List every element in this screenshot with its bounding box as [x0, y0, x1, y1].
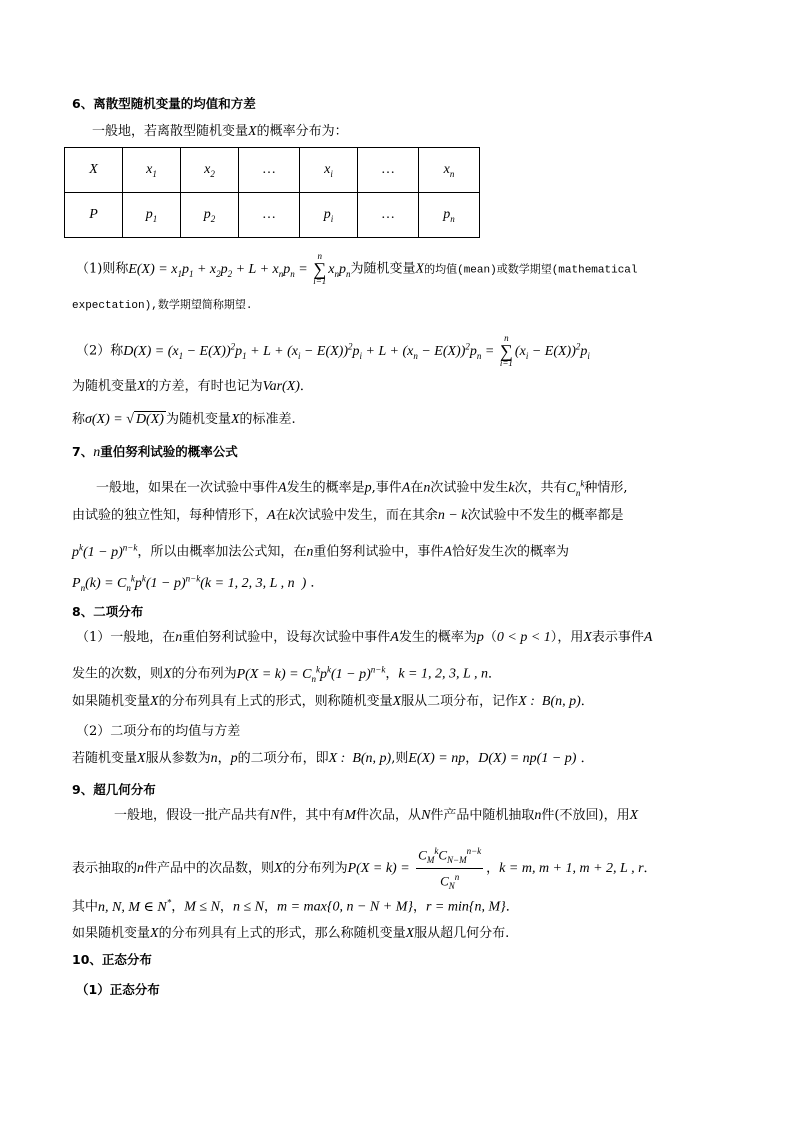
expectation-definition-cont: expectation),数学期望简称期望.	[72, 300, 253, 312]
bernoulli-paragraph-line-1: 一般地，如果在一次试验中事件A发生的概率是p,事件A在n次试验中发生k次，共有$C_n^k$种情形,	[96, 478, 628, 498]
bernoulli-paragraph-line-2: 由试验的独立性知，每种情形下，A在k次试验中发生，而在其余n − k次试验中不发生的概率都是	[72, 508, 624, 523]
table-cell: $p_1$	[123, 193, 181, 238]
table-cell: …	[358, 148, 419, 193]
section-6-heading: 6、离散型随机变量的均值和方差	[72, 96, 256, 111]
variance-definition: （2）称$D(X) = (x_1 - E(X))^2p_1 + L + (x_i - E(X))^2p_i + L + (x_n - E(X))^2p_n$ = n ∑ i=1 $(x_i - E(X))^2p_i$	[76, 333, 590, 368]
hypergeometric-line-3: 其中n, N, M ∈ N*，M ≤ N，n ≤ N，m = max{0, n − N + M}，r = min{n, M}．	[72, 897, 519, 915]
table-row	[65, 193, 480, 238]
binomial-mean-variance: 若随机变量X服从参数为n，p的二项分布，即X : B(n, p),则E(X) = np，D(X) = np(1 − p) ．	[72, 751, 594, 766]
table-row	[65, 148, 480, 193]
section-10-heading: 10、正态分布	[72, 952, 152, 967]
section-6-intro: 一般地，若离散型随机变量X的概率分布为：	[92, 124, 348, 139]
section-9-heading: 9、超几何分布	[72, 782, 156, 797]
binomial-line-3: 如果随机变量X的分布列具有上式的形式，则称随机变量X服从二项分布，记作X : B(n, p)．	[72, 694, 594, 709]
section-8-heading: 8、二项分布	[72, 604, 144, 619]
table-cell: $x_i$	[300, 148, 358, 193]
expectation-definition: （1)则称$E(X) = x_1p_1 + x_2p_2 + L + x_np_n$ = n ∑ i=1 $x_np_n$为随机变量X的均值(mean)或数学期望(mathematical	[76, 251, 638, 286]
hypergeometric-line-1: 一般地，假设一批产品共有N件，其中有M件次品，从N件产品中随机抽取n件(不放回)，用X	[114, 808, 639, 823]
table-cell: $x_1$	[123, 148, 181, 193]
section-10-subheading: （1）正态分布	[76, 982, 160, 997]
table-cell: $x_n$	[419, 148, 480, 193]
section-7-heading: 7、n重伯努利试验的概率公式	[72, 444, 238, 460]
hypergeometric-line-4: 如果随机变量X的分布列具有上式的形式，那么称随机变量X服从超几何分布.	[72, 926, 510, 941]
standard-deviation-definition: 称σ(X) = √ D(X) 为随机变量X的标准差.	[72, 412, 296, 427]
binomial-mean-variance-subheading: （2）二项分布的均值与方差	[76, 724, 241, 739]
table-cell: X	[65, 148, 123, 193]
table-cell: $x_2$	[181, 148, 239, 193]
table-cell: …	[358, 193, 419, 238]
table-cell: P	[65, 193, 123, 238]
table-cell: $p_n$	[419, 193, 480, 238]
probability-distribution-table	[64, 147, 480, 238]
binomial-line-1: （1）一般地，在n重伯努利试验中，设每次试验中事件A发生的概率为p（0 < p < 1），用X表示事件A	[76, 630, 653, 645]
table-cell: $p_2$	[181, 193, 239, 238]
hypergeometric-line-2: 表示抽取的n件产品中的次品数，则X的分布列为P(X = k) = $\frac{C_M^kC_{N-M}^{n-k}}{C_N^n}$ ，k = m, m + 1, m + 2, L , r．	[72, 843, 657, 894]
variance-definition-cont: 为随机变量X的方差，有时也记为Var(X)．	[72, 379, 313, 394]
binomial-line-2: 发生的次数，则X的分布列为$P(X = k) = C_n^kp^k(1 - p)^{n-k}$，k = 1, 2, 3, L , n．	[72, 664, 502, 684]
bernoulli-paragraph-line-3: $p^k(1 - p)^{n-k}$，所以由概率加法公式知，在n重伯努利试验中，事件A恰好发生次的概率为	[72, 542, 569, 560]
table-cell: …	[239, 193, 300, 238]
bernoulli-formula: $P_n(k) = C_n^kp^k(1 - p)^{n-k}(k = 1$, 2, 3, L , n ) ．	[72, 573, 324, 593]
table-cell: $p_i$	[300, 193, 358, 238]
table-cell: …	[239, 148, 300, 193]
